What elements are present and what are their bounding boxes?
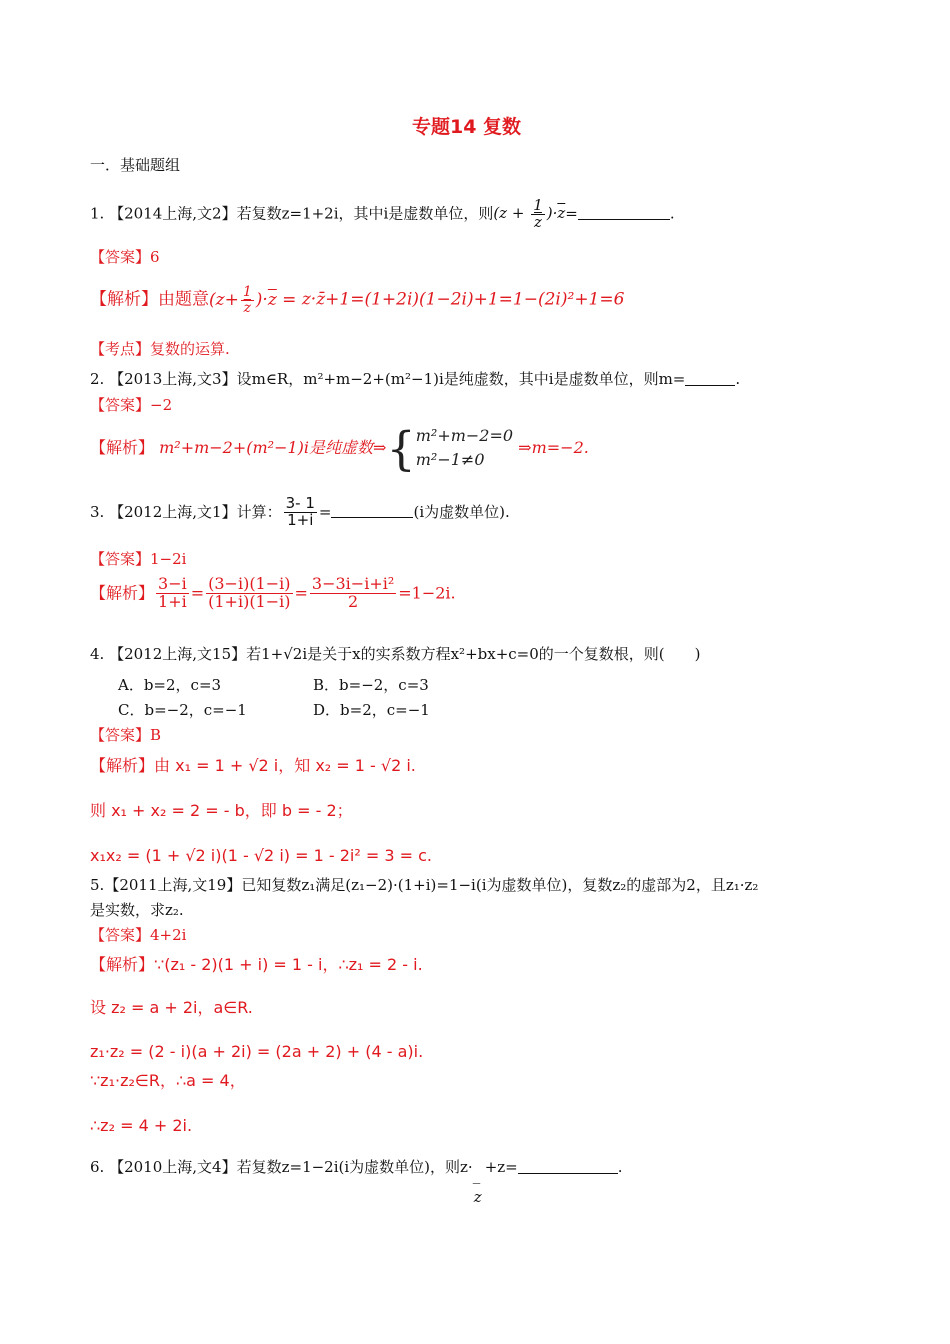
point-label: 【考点】 — [90, 340, 151, 358]
answer-value: B — [150, 726, 162, 744]
question-6: 6. 【2010上海,文4】若复数z=1−2i(i为虚数单位)，则z· _ z +z= . — [90, 1158, 623, 1206]
analysis-label: 【解析】 — [90, 438, 155, 457]
question-1: 1. 【2014上海,文2】若复数z=1+2i，其中i是虚数单位，则(z + $\frac{1}{z}$ )$\cdot\overline{z}=$ . — [90, 196, 675, 231]
answer-label: 【答案】 — [90, 926, 151, 944]
question-stem: 计算： — [236, 502, 282, 521]
equation-system: { m²+m−2=0 m²−1≠0 — [386, 421, 514, 475]
analysis-line: z₁·z₂ = (2 - i)(a + 2i) = (2a + 2) + (4 - a)i. — [90, 1042, 424, 1061]
question-2: 2. 【2013上海,文3】设m∈R，m²+m−2+(m²−1)i是纯虚数，其中i是虚数单位，则m= . — [90, 370, 741, 388]
question-source: 【2010上海,文4】 — [109, 1158, 237, 1176]
option-d: D．b=2，c=−1 — [313, 701, 430, 719]
question-source: 【2014上海,文2】 — [109, 204, 237, 223]
section-heading: 一．基础题组 — [90, 156, 181, 174]
option-b: B．b=−2，c=3 — [313, 676, 429, 694]
question-4 — [90, 645, 701, 664]
analysis-line: 【解析】 m²+m−2+(m²−1)i是纯虚数⇒{ m²+m−2=0 m²−1≠0 ⇒m=−2. — [90, 421, 589, 475]
answer-blank — [685, 385, 735, 386]
question-stem: 若复数z=1−2i(i为虚数单位)，则z· — [236, 1158, 473, 1176]
answer-blank — [331, 517, 413, 518]
analysis-line: 【解析】由 x₁ = 1 + √2 i，知 x₂ = 1 - √2 i. — [90, 756, 416, 775]
answer-value: 4+2i — [150, 926, 187, 944]
answer-label: 【答案】 — [90, 396, 151, 414]
question-stem: 已知复数z₁满足(z₁−2)·(1+i)=1−i(i为虚数单位)，复数z₂的虚部为2，且z₁·z₂ — [241, 876, 759, 894]
fraction: $\frac{3-i}{1+i}$ — [158, 574, 187, 611]
formula: (z+ $\frac{1}{z}$ )$\cdot\overline{z}$ = — [209, 284, 302, 316]
question-source: 【2011上海,文19】 — [104, 876, 242, 894]
answer-line — [90, 726, 161, 745]
question-3: 3. 【2012上海,文1】计算： $\frac{3- 1}{1+i}$ = (i为虚数单位). — [90, 494, 510, 529]
analysis-line: 【解析】 $\frac{3-i}{1+i}$ = $\frac{(3-i)(1-i)}{(1+i)(1-i)}$ = $\frac{\text{3−3i−i+i²}}{2}$ =1−2i. — [90, 574, 456, 611]
analysis-line: x₁x₂ = (1 + √2 i)(1 - √2 i) = 1 - 2i² = 3 = c. — [90, 846, 432, 865]
analysis-line: 则 x₁ + x₂ = 2 = - b，即 b = - 2； — [90, 801, 353, 820]
point-line: 【考点】复数的运算. — [90, 340, 230, 358]
analysis-line: 设 z₂ = a + 2i，a∈R. — [90, 998, 253, 1017]
answer-label: 【答案】 — [90, 726, 151, 744]
question-source: 【2012上海,文1】 — [109, 502, 237, 521]
formula: (z + $\frac{1}{z}$ )$\cdot\overline{z}$ — [493, 196, 566, 231]
question-5 — [90, 876, 758, 895]
fraction: $\frac{\text{3−3i−i+i²}}{2}$ — [311, 574, 395, 611]
answer-value: 6 — [150, 248, 160, 266]
question-stem-continued: 是实数，求z₂. — [90, 901, 184, 919]
analysis-line: ∵z₁·z₂∈R，∴a = 4， — [90, 1071, 246, 1090]
analysis-line: 【解析】由题意(z+ $\frac{1}{z}$ )$\cdot\overline{z}$ = z·z̄+1=(1+2i)(1−2i)+1=1−(2i)²+1=6 — [90, 284, 625, 316]
analysis-label: 【解析】 — [90, 756, 155, 775]
option-c: C．b=−2，c=−1 — [118, 701, 247, 719]
answer-value: 1−2i — [150, 550, 187, 568]
analysis-label: 【解析】 — [90, 289, 158, 310]
question-stem: 若1+√2i是关于x的实系数方程x²+bx+c=0的一个复数根，则( ) — [246, 645, 701, 663]
answer-line — [90, 396, 172, 415]
answer-label: 【答案】 — [90, 248, 151, 266]
analysis-line: ∴z₂ = 4 + 2i. — [90, 1116, 193, 1135]
question-stem: 若复数z=1+2i，其中i是虚数单位，则 — [236, 204, 494, 223]
analysis-line: 【解析】∵(z₁ - 2)(1 + i) = 1 - i，∴z₁ = 2 - i. — [90, 955, 423, 974]
fraction: $\frac{3- 1}{1+i}$ — [285, 494, 315, 529]
page-title: 专题14 复数 — [412, 116, 522, 138]
question-number: 4. — [90, 645, 105, 663]
question-source: 【2012上海,文15】 — [109, 645, 247, 663]
question-stem: 设m∈R，m²+m−2+(m²−1)i是纯虚数，其中i是虚数单位，则m= — [236, 370, 686, 388]
analysis-label: 【解析】 — [90, 583, 155, 603]
question-number: 5. — [90, 876, 105, 894]
answer-line — [90, 550, 186, 569]
question-number: 1. — [90, 204, 105, 223]
answer-line — [90, 926, 186, 945]
answer-line — [90, 248, 160, 267]
answer-blank — [578, 219, 670, 220]
question-number: 2. — [90, 370, 105, 388]
question-source: 【2013上海,文3】 — [109, 370, 237, 388]
option-a: A．b=2，c=3 — [118, 676, 222, 694]
answer-label: 【答案】 — [90, 550, 151, 568]
question-number: 3. — [90, 502, 105, 521]
answer-blank — [518, 1173, 618, 1174]
fraction: $\frac{(3-i)(1-i)}{(1+i)(1-i)}$ — [208, 574, 291, 611]
analysis-label: 【解析】 — [90, 955, 155, 974]
answer-value: −2 — [150, 396, 173, 414]
question-number: 6. — [90, 1158, 105, 1176]
